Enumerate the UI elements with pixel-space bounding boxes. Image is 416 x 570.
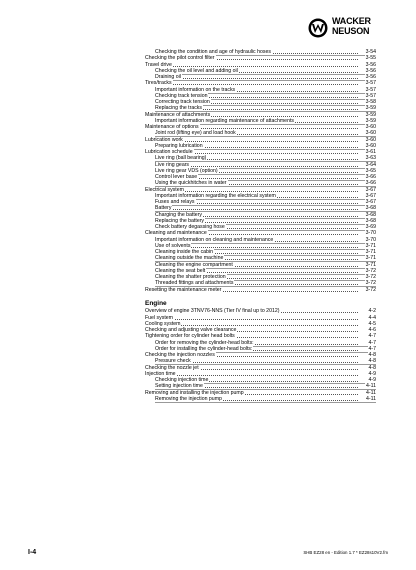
dot-leader — [145, 84, 358, 85]
toc-entry-title: Use of solvents — [155, 242, 191, 249]
toc-entry-title: Cleaning the engine compartment — [155, 261, 233, 268]
dot-leader — [155, 78, 358, 79]
toc-entry-title: Important information on cleaning and maintenance — [155, 236, 274, 243]
toc-entry-page: 3-54 — [365, 49, 376, 55]
toc-entry-page: 4-11 — [366, 395, 376, 402]
toc-entry-title: Setting injection time — [155, 383, 203, 390]
toc-entry-title: Cleaning inside the cabin — [155, 249, 213, 255]
toc-entry-title: Maintenance of options — [145, 124, 199, 130]
toc-entry-title: Draining oil — [155, 74, 181, 80]
toc-entry-title: Tightening order for cylinder head bolts — [145, 333, 235, 340]
toc-entry-title: Tires/tracks — [145, 80, 172, 87]
toc-entry[interactable] — [145, 390, 376, 396]
brand-line-2: NEUSON — [332, 25, 370, 36]
toc-entry-title: Control lever base — [155, 174, 198, 180]
toc-entry-title: Cleaning the seat belt — [155, 267, 206, 274]
toc-entry-title: Live ring gears — [155, 161, 190, 168]
toc-entry-page: 4-11 — [366, 389, 376, 396]
toc-entry-title: Removing the injection pump — [155, 395, 222, 402]
toc-entry-page: 4-7 — [368, 339, 376, 346]
toc-entry[interactable] — [145, 149, 376, 155]
toc-entry[interactable] — [145, 187, 376, 193]
page-number: I-4 — [28, 549, 37, 556]
toc-entry[interactable] — [145, 333, 376, 339]
toc-entry-page: 3-67 — [365, 192, 376, 199]
toc-entry-title: Electrical system — [145, 186, 184, 193]
toc-entry-page: 4-11 — [366, 383, 376, 390]
toc-entry-title: Checking injection time — [155, 377, 209, 383]
toc-entry-page: 3-56 — [365, 67, 376, 74]
dot-leader — [145, 319, 358, 320]
document-info: SHB EZ28 en - Edition 1.7 * EZ28s10V2.fm — [303, 550, 388, 555]
toc-entry-page: 4-8 — [368, 358, 376, 365]
toc-entry-title: Cleaning outside the machine — [155, 255, 224, 262]
toc-entry[interactable] — [145, 308, 376, 314]
toc-entry-page: 3-55 — [365, 55, 376, 62]
toc-entry-page: 3-66 — [365, 174, 376, 180]
toc-entry-title: Cleaning the shatter protection — [155, 274, 226, 280]
toc-entry-title: Lubrication work — [145, 136, 183, 143]
toc-entry-title: Joint rod (lifting eye) and load hook — [155, 130, 236, 137]
toc-entry-page: 3-59 — [365, 105, 376, 112]
toc-entry-title: Live ring (ball bearing) — [155, 155, 207, 162]
toc-entry-page: 3-71 — [365, 255, 376, 262]
toc-entry-title: Cleaning and maintenance — [145, 230, 207, 237]
toc-entry-title: Cooling system — [145, 320, 181, 327]
toc-entry-page: 3-60 — [365, 142, 376, 149]
toc-entry-title: Battery — [155, 205, 172, 212]
toc-entry-title: Checking the nozzle jet — [145, 364, 199, 371]
toc-entry-page: 4-8 — [368, 364, 376, 371]
toc-entry-page: 4-5 — [368, 320, 376, 327]
toc-entry-page: 3-71 — [365, 242, 376, 249]
toc-entry-title: Fuses and relays — [155, 199, 195, 205]
toc-entry-title: Checking the oil level and adding oil — [155, 67, 238, 74]
toc-entry-page: 3-68 — [365, 217, 376, 224]
chapter-heading: Engine — [145, 299, 167, 307]
toc-entry-page: 4-4 — [368, 314, 376, 321]
toc-entry-title: Resetting the maintenance meter — [145, 286, 222, 293]
toc-entry[interactable] — [145, 371, 376, 377]
toc-entry-page: 3-60 — [365, 136, 376, 143]
toc-entry[interactable] — [145, 112, 376, 118]
toc-entry-title: Injection time — [145, 370, 176, 377]
toc-entry-title: Checking track tension — [155, 92, 208, 99]
dot-leader — [145, 66, 358, 67]
brand-emblem-icon — [308, 18, 328, 38]
toc-entry-page: 3-60 — [365, 124, 376, 130]
toc-entry-title: Maintenance of attachments — [145, 111, 211, 118]
toc-entry-page: 3-56 — [365, 61, 376, 68]
toc-entry[interactable] — [145, 365, 376, 371]
toc-entry-title: Preparing lubrication — [155, 142, 203, 149]
toc-entry-title: Checking the injection nozzles — [145, 352, 215, 358]
toc-entry[interactable] — [155, 396, 376, 403]
toc-entry-title: Checking the condition and age of hydraulic hoses — [155, 49, 271, 55]
toc-entry[interactable] — [145, 124, 376, 130]
toc-entry-title: Removing and installing the injection pump — [145, 389, 244, 396]
toc-entry-title: Pressure check — [155, 358, 191, 365]
toc-entry-page: 3-63 — [365, 155, 376, 162]
toc-entry[interactable] — [145, 321, 376, 327]
toc-entry-page: 3-59 — [365, 111, 376, 118]
toc-entry[interactable] — [145, 327, 376, 333]
toc-entry-page: 3-61 — [365, 149, 376, 155]
toc-entry-page: 4-2 — [368, 308, 376, 315]
toc-entry-title: Lubrication schedule — [145, 149, 193, 155]
toc-entry[interactable] — [145, 137, 376, 143]
toc-entry-page: 4-8 — [368, 352, 376, 358]
toc-entry-page: 4-7 — [368, 345, 376, 352]
toc-entry-page: 3-72 — [365, 286, 376, 293]
toc-entry-page: 3-58 — [365, 99, 376, 105]
toc-entry-page: 3-72 — [365, 274, 376, 280]
toc-entry-page: 3-60 — [365, 130, 376, 137]
brand-name — [332, 17, 371, 36]
dot-leader — [155, 209, 358, 210]
toc-entry[interactable] — [145, 315, 376, 321]
toc-entry-page: 3-66 — [365, 180, 376, 187]
toc-entry-page: 4-7 — [368, 333, 376, 340]
toc-entry[interactable] — [145, 352, 376, 358]
toc-entry-title: Important information regarding the electrical system — [155, 192, 276, 199]
toc-entry[interactable] — [145, 55, 376, 61]
toc-entry-title: Travel drive — [145, 61, 172, 68]
toc-entry-page: 3-57 — [365, 86, 376, 93]
toc-entry-title: Overview of engine 3TNV76-NNS (Tier IV final up to 2012) — [145, 308, 280, 315]
toc-entry-page: 3-72 — [365, 267, 376, 274]
toc-entry[interactable] — [145, 230, 376, 236]
toc-entry-page: 3-70 — [365, 236, 376, 243]
toc-entry-page: 3-64 — [365, 161, 376, 168]
toc-entry-page: 3-56 — [365, 74, 376, 80]
brand-line-1: WACKER — [332, 16, 371, 26]
toc-entry-title: Order for removing the cylinder-head bolts: — [155, 339, 254, 346]
toc-entry-title: Correcting track tension — [155, 99, 210, 105]
toc-entry-title: Important information regarding maintenance of attachments — [155, 117, 294, 124]
toc-entry-title: Using the quickhitches in water — [155, 180, 227, 187]
toc-entry-page: 3-67 — [365, 199, 376, 205]
toc-entry-page: 3-57 — [365, 92, 376, 99]
toc-entry-page: 3-59 — [365, 117, 376, 124]
wacker-neuson-logo — [308, 16, 388, 42]
toc-entry-title: Fuel system — [145, 314, 173, 321]
toc-entry-page: 3-72 — [365, 280, 376, 287]
toc-entry-page: 4-9 — [368, 370, 376, 377]
toc-entry-page: 3-68 — [365, 211, 376, 218]
toc-entry-page: 3-67 — [365, 186, 376, 193]
toc-entry[interactable] — [145, 62, 376, 68]
toc-entry-page: 3-71 — [365, 249, 376, 255]
toc-entry-page: 3-71 — [365, 261, 376, 268]
toc-entry-title: Important information on the tracks — [155, 86, 236, 93]
toc-entry-title: Live ring gear VDS (option) — [155, 167, 218, 174]
toc-entry-page: 4-6 — [368, 327, 376, 333]
toc-entry-page: 3-65 — [365, 167, 376, 174]
toc-entry-page: 4-9 — [368, 377, 376, 383]
toc-entry-title: Charging the battery — [155, 211, 203, 218]
toc-entry-title: Checking and adjusting valve clearance — [145, 327, 237, 333]
toc-entry-page: 3-69 — [365, 224, 376, 230]
toc-entry-title: Replacing the tracks — [155, 105, 202, 112]
toc-entry-title: Replacing the battery — [155, 217, 205, 224]
toc-entry-page: 3-68 — [365, 205, 376, 212]
toc-entry[interactable] — [145, 80, 376, 86]
toc-entry-title: Order for installing the cylinder-head bolts: — [155, 345, 253, 352]
toc-entry-page: 3-57 — [365, 80, 376, 87]
toc-entry-title: Check battery degassing hose — [155, 224, 225, 230]
toc-entry[interactable] — [145, 287, 376, 293]
toc-entry-title: Checking the pilot control filter — [145, 55, 215, 62]
toc-entry-title: Threaded fittings and attachments — [155, 280, 234, 287]
toc-entry-page: 3-70 — [365, 230, 376, 237]
